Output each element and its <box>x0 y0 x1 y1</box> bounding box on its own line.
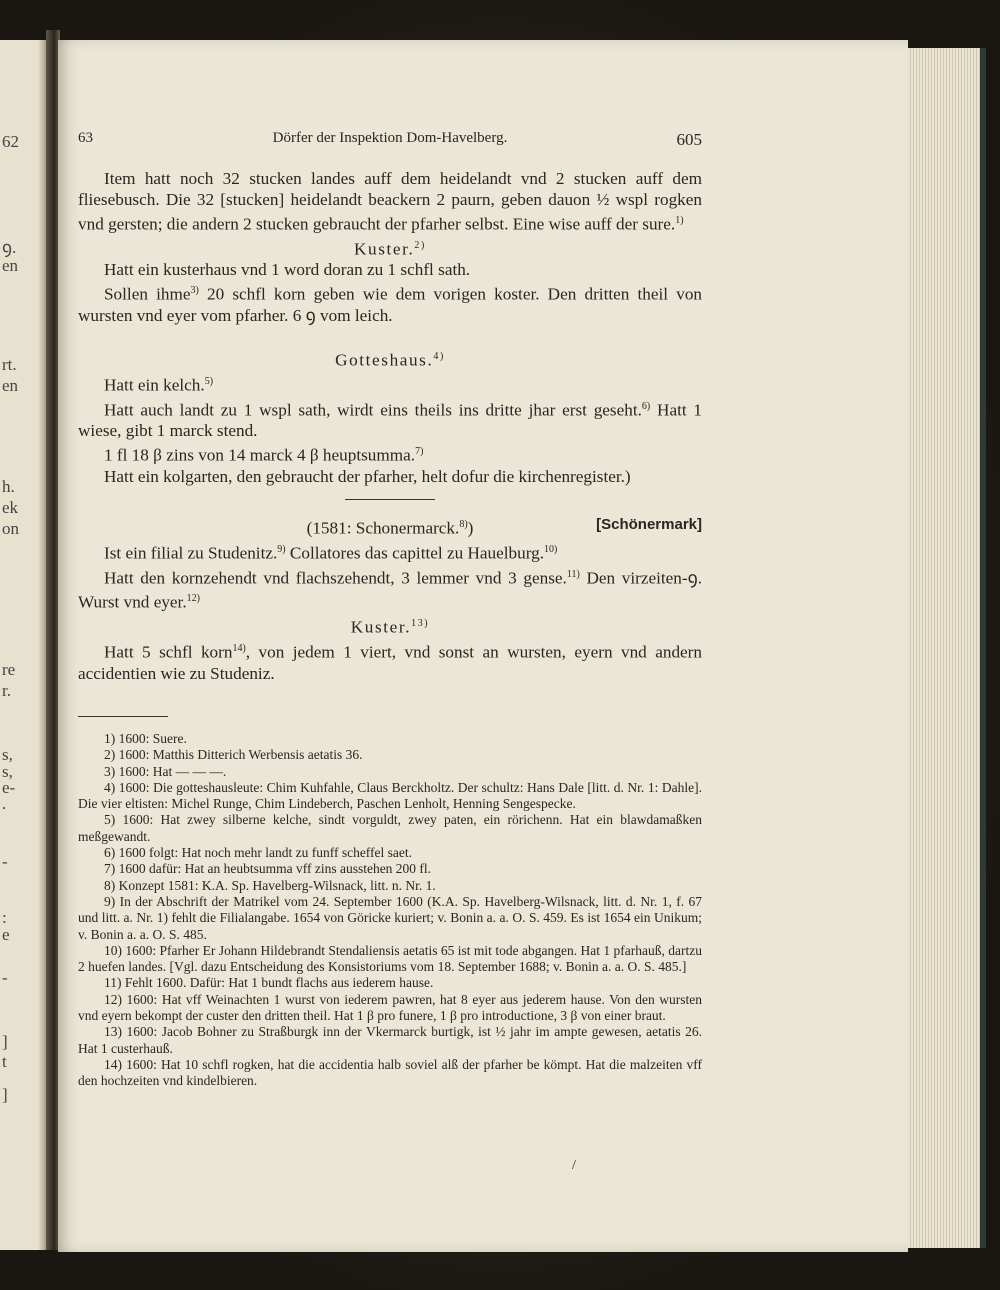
section-heading <box>78 613 702 638</box>
left-fragment: e <box>2 925 10 944</box>
modern-place-name: [Schönermark] <box>596 516 702 534</box>
paragraph <box>78 564 702 613</box>
left-fragment: en <box>2 376 19 395</box>
footnote: 6) 1600 folgt: Hat noch mehr landt zu funff scheffel saet. <box>104 845 413 861</box>
left-fragment: ] <box>2 1032 8 1051</box>
left-fragment: s, <box>2 745 13 764</box>
paragraph-text: 20 schfl korn geben wie dem vorigen koster. Den dritten theil von wursten vnd eyer vom pfarher. 6 ꝯ vom leich. <box>78 285 703 326</box>
footnote: 3) 1600: Hat — — —. <box>104 763 227 779</box>
paragraph-text: Collatores das capittel zu Hauelburg. <box>285 543 544 563</box>
left-fragment: re <box>2 660 16 679</box>
pencil-mark: / <box>572 1158 576 1173</box>
footnote: 11) Fehlt 1600. Dafür: Hat 1 bundt flachs aus iederem hause. <box>104 975 434 991</box>
heading-text: Kuster. <box>354 239 415 259</box>
section-title-text: (1581: Schonermarck. <box>306 518 460 538</box>
left-fragment: r. <box>2 681 11 700</box>
left-fragment: en <box>2 256 19 275</box>
footnote-ref: 10) <box>544 543 558 555</box>
paragraph <box>78 539 702 564</box>
left-fragment: . <box>2 794 7 813</box>
footnote: 9) In der Abschrift der Matrikel vom 24. September 1600 (K.A. Sp. Havelberg-Wilsnack, litt. d. Nr. 1, f. 67 und litt. a. Nr. 1) fehlt die Filialangabe. 1654 von Göricke kuriert; v. Bonin a. a. O. S. 459. Es ist 1654 ein Unikum; v. Bonin a. a. O. S. 485. <box>78 893 702 942</box>
paragraph <box>78 371 702 396</box>
left-fragment: ek <box>2 498 19 517</box>
header-left-number: 63 <box>78 130 93 146</box>
section-heading <box>78 235 702 260</box>
heading-text: Gotteshaus. <box>335 350 434 370</box>
footnote: 8) Konzept 1581: K.A. Sp. Havelberg-Wilsnack, litt. n. Nr. 1. <box>104 877 436 893</box>
left-fragment: - <box>2 852 8 871</box>
footnote-ref: 7) <box>415 446 424 458</box>
paragraph-text: Hatt 5 schfl korn <box>104 642 233 662</box>
paragraph <box>78 638 702 684</box>
page-fore-edge <box>908 48 986 1248</box>
footnote-ref: 9) <box>277 543 286 555</box>
footnote-ref: 1) <box>675 215 684 226</box>
footnote: 2) 1600: Matthis Ditterich Werbensis aetatis 36. <box>104 747 363 763</box>
left-fragment: t <box>2 1052 7 1071</box>
left-fragment: e- <box>2 778 16 797</box>
footnote-ref: 5) <box>204 375 214 387</box>
footnote-ref: 8) <box>459 519 468 531</box>
footnote-ref: 11) <box>566 568 580 580</box>
footnote-ref: 13) <box>411 618 430 630</box>
footnote: 7) 1600 dafür: Hat an heubtsumma vff zins ausstehen 200 fl. <box>104 861 432 877</box>
paragraph-text: Item hatt noch 32 stucken landes auff dem heidelandt vnd 2 stucken auff dem fliesebusch. Die 32 [stucken] heidelandt beackern 2 paurn, geben dauon ½ wspl rogken vnd gersten; die andern 2 stucken gebraucht der pfarher selbst. Eine wise auff der sure. <box>78 169 702 234</box>
left-fragment: h. <box>2 477 15 496</box>
paragraph <box>78 396 702 442</box>
left-page-edge <box>0 40 49 1250</box>
paragraph-text: 1 fl 18 β zins von 14 marck 4 β heuptsumma. <box>104 446 416 466</box>
section-heading <box>78 346 702 371</box>
paragraph <box>78 168 702 235</box>
gutter-shadow <box>38 40 46 1250</box>
paragraph-text: Den virzeiten-ꝯ. Wurst vnd eyer. <box>78 568 702 613</box>
footnote-ref: 14) <box>232 642 246 654</box>
heading-text: Kuster. <box>350 617 412 637</box>
footnote-rule <box>78 716 168 717</box>
footnote-ref: 6) <box>641 400 651 412</box>
paragraph <box>78 441 702 466</box>
left-fragment: ꝯ. <box>2 238 17 257</box>
footnote: 10) 1600: Pfarher Er Johann Hildebrandt Stendaliensis aetatis 65 ist mit tode abgangen. Hat 1 pfarhauß, dartzu 2 huefen landes. [Vgl. dazu Entscheidung des Konsistoriums vom 18. September 1688; v. Bonin a. a. O. S. 485.] <box>78 942 702 975</box>
paragraph-text: Ist ein filial zu Studenitz. <box>104 543 278 563</box>
footnote-ref: 12) <box>186 593 200 605</box>
main-text <box>78 168 702 684</box>
paragraph-text: Hatt 1 wiese, gibt 1 marck stend. <box>78 400 702 441</box>
paragraph-text: Hatt ein kelch. <box>104 375 205 395</box>
footnote: 4) 1600: Die gotteshausleute: Chim Kuhfahle, Claus Berckholtz. Der schultz: Hans Dale [litt. d. Nr. 1: Dahle]. Die vier eltisten: Michel Runge, Chim Lindeberch, Paschen Lenholt, Henning Sengespecke. <box>78 779 702 812</box>
left-page-number: 62 <box>2 132 19 151</box>
paragraph-text: Hatt auch landt zu 1 wspl sath, wirdt eins theils ins dritte jhar erst geseht. <box>104 400 642 420</box>
left-fragment: : <box>2 908 7 927</box>
footnote: 12) 1600: Hat vff Weinachten 1 wurst von iederem pawren, hat 8 eyer aus jederem hause. Von den wursten vnd eyern bekompt der custer den dritten theil. Hat 1 β pro funere, 1 β pro introductione, 3 β von einer braut. <box>78 991 702 1024</box>
running-header <box>78 130 702 154</box>
paragraph: Hatt ein kusterhaus vnd 1 word doran zu 1 schfl sath. <box>104 260 471 280</box>
footnote: 13) 1600: Jacob Bohner zu Straßburgk inn der Vkermarck burtigk, ist ½ jahr im ampte gewesen, aetatis 26. Hat 1 custerhauß. <box>78 1024 702 1056</box>
left-fragment: - <box>2 968 8 987</box>
paragraph: Hatt ein kolgarten, den gebraucht der pfarher, helt dofur die kirchenregister.) <box>104 467 631 487</box>
footnote-ref: 2) <box>414 239 426 251</box>
footnote: 14) 1600: Hat 10 schfl rogken, hat die accidentia halb soviel alß der pfarher be kömpt. Hat die malzeiten vff den hochzeiten vnd kindelbieren. <box>78 1056 702 1089</box>
paragraph-text: , von jedem 1 viert, vnd sonst an wursten, eyern vnd andern accidentien wie zu Studeniz. <box>78 642 702 683</box>
section-divider <box>345 499 435 500</box>
page-number: 605 <box>676 130 702 149</box>
footnote: 1) 1600: Suere. <box>104 731 187 746</box>
footnote-ref: 4) <box>433 351 445 363</box>
section-title <box>78 514 702 539</box>
footnote-ref: 3) <box>190 285 199 297</box>
footnote: 5) 1600: Hat zwey silberne kelche, sindt vorguldt, zwey paten, ein rörichenn. Hat ein blawdamaßken meßgewandt. <box>78 812 702 844</box>
left-fragment: on <box>2 519 19 538</box>
footnotes <box>78 731 702 1090</box>
paragraph <box>78 280 702 326</box>
left-fragment: s, <box>2 762 13 781</box>
left-fragment: rt. <box>2 355 17 374</box>
running-title: Dörfer der Inspektion Dom-Havelberg. <box>272 130 508 146</box>
section-title-close: ) <box>467 518 474 538</box>
paragraph-text: Sollen ihme <box>104 285 191 305</box>
left-fragment: ] <box>2 1085 8 1104</box>
paragraph-text: Hatt den kornzehendt vnd flachszehendt, 3 lemmer vnd 3 gense. <box>104 568 567 588</box>
